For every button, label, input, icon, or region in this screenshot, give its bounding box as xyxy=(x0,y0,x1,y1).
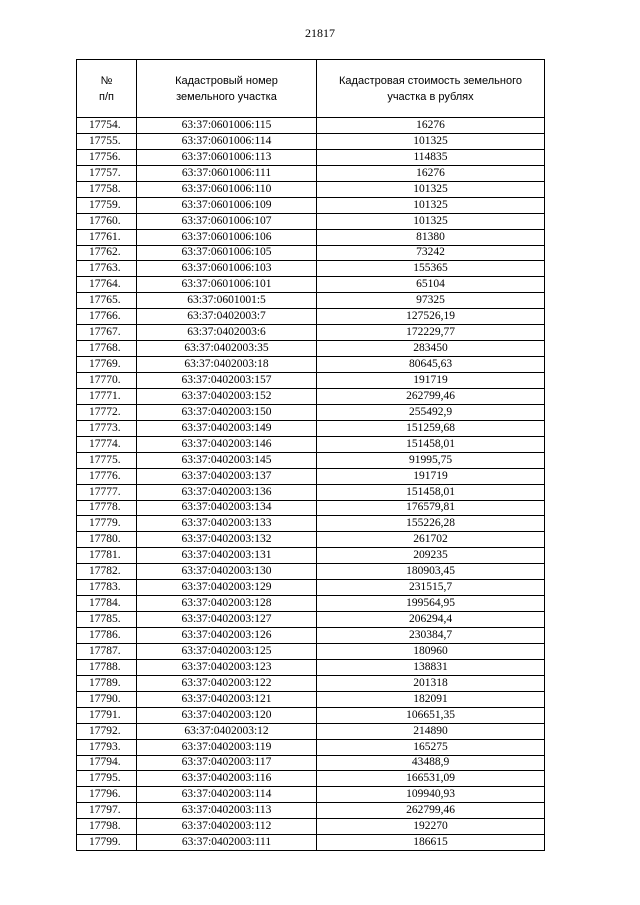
row-number-cell: 17770. xyxy=(77,373,137,389)
cadastral-value-cell: 283450 xyxy=(317,341,545,357)
cadastral-value-cell: 230384,7 xyxy=(317,628,545,644)
cadastral-value-cell: 191719 xyxy=(317,468,545,484)
row-number-cell: 17785. xyxy=(77,612,137,628)
table-row xyxy=(77,420,545,436)
cadastral-value-cell: 192270 xyxy=(317,819,545,835)
cadastral-number-cell: 63:37:0601006:107 xyxy=(137,213,317,229)
table-row xyxy=(77,468,545,484)
cadastral-value-cell: 209235 xyxy=(317,548,545,564)
row-number-cell: 17797. xyxy=(77,803,137,819)
table-row xyxy=(77,771,545,787)
cadastral-value-cell: 138831 xyxy=(317,659,545,675)
cadastral-value-cell: 206294,4 xyxy=(317,612,545,628)
cadastral-number-cell: 63:37:0402003:133 xyxy=(137,516,317,532)
row-number-cell: 17792. xyxy=(77,723,137,739)
table-row xyxy=(77,197,545,213)
cadastral-number-cell: 63:37:0402003:112 xyxy=(137,819,317,835)
cadastral-number-cell: 63:37:0601006:115 xyxy=(137,118,317,134)
header-line: участка в рублях xyxy=(387,90,474,103)
cadastral-number-cell: 63:37:0402003:150 xyxy=(137,404,317,420)
table-row xyxy=(77,293,545,309)
table-row xyxy=(77,245,545,261)
cadastral-number-cell: 63:37:0402003:145 xyxy=(137,452,317,468)
cadastral-number-cell: 63:37:0402003:122 xyxy=(137,675,317,691)
cadastral-value-cell: 199564,95 xyxy=(317,596,545,612)
table-row xyxy=(77,755,545,771)
header-line: земельного участка xyxy=(176,90,277,103)
row-number-cell: 17798. xyxy=(77,819,137,835)
row-number-cell: 17782. xyxy=(77,564,137,580)
table-row xyxy=(77,484,545,500)
cadastral-value-cell: 73242 xyxy=(317,245,545,261)
cadastral-number-cell: 63:37:0402003:130 xyxy=(137,564,317,580)
cadastral-value-cell: 114835 xyxy=(317,149,545,165)
table-row xyxy=(77,133,545,149)
table-row xyxy=(77,835,545,851)
cadastral-value-cell: 101325 xyxy=(317,133,545,149)
cadastral-number-cell: 63:37:0402003:152 xyxy=(137,388,317,404)
cadastral-value-cell: 262799,46 xyxy=(317,388,545,404)
cadastral-number-cell: 63:37:0402003:132 xyxy=(137,532,317,548)
table-row xyxy=(77,596,545,612)
table-row xyxy=(77,341,545,357)
table-row xyxy=(77,452,545,468)
table-row xyxy=(77,436,545,452)
table-row xyxy=(77,149,545,165)
cadastral-number-cell: 63:37:0601006:103 xyxy=(137,261,317,277)
row-number-cell: 17766. xyxy=(77,309,137,325)
table-row xyxy=(77,707,545,723)
row-number-cell: 17784. xyxy=(77,596,137,612)
cadastral-number-cell: 63:37:0402003:127 xyxy=(137,612,317,628)
table-row xyxy=(77,118,545,134)
table-row xyxy=(77,388,545,404)
header-line: № xyxy=(100,74,113,87)
row-number-cell: 17765. xyxy=(77,293,137,309)
cadastral-number-cell: 63:37:0402003:12 xyxy=(137,723,317,739)
cadastral-value-cell: 80645,63 xyxy=(317,357,545,373)
cadastral-value-cell: 106651,35 xyxy=(317,707,545,723)
cadastral-value-cell: 101325 xyxy=(317,197,545,213)
row-number-cell: 17773. xyxy=(77,420,137,436)
cadastral-value-cell: 186615 xyxy=(317,835,545,851)
row-number-cell: 17756. xyxy=(77,149,137,165)
table-row xyxy=(77,165,545,181)
row-number-cell: 17754. xyxy=(77,118,137,134)
cadastral-value-cell: 255492,9 xyxy=(317,404,545,420)
cadastral-value-table xyxy=(76,59,545,851)
cadastral-number-cell: 63:37:0402003:137 xyxy=(137,468,317,484)
cadastral-number-cell: 63:37:0402003:117 xyxy=(137,755,317,771)
cadastral-value-cell: 214890 xyxy=(317,723,545,739)
table-row xyxy=(77,532,545,548)
cadastral-number-cell: 63:37:0601006:101 xyxy=(137,277,317,293)
table-row xyxy=(77,277,545,293)
cadastral-value-cell: 201318 xyxy=(317,675,545,691)
table-body xyxy=(77,118,545,851)
table-row xyxy=(77,643,545,659)
cadastral-value-cell: 262799,46 xyxy=(317,803,545,819)
table-row xyxy=(77,787,545,803)
table-row xyxy=(77,659,545,675)
header-cadastral-number xyxy=(137,60,317,118)
row-number-cell: 17755. xyxy=(77,133,137,149)
cadastral-number-cell: 63:37:0402003:146 xyxy=(137,436,317,452)
cadastral-value-cell: 191719 xyxy=(317,373,545,389)
cadastral-number-cell: 63:37:0402003:116 xyxy=(137,771,317,787)
row-number-cell: 17763. xyxy=(77,261,137,277)
row-number-cell: 17790. xyxy=(77,691,137,707)
cadastral-value-cell: 261702 xyxy=(317,532,545,548)
cadastral-value-cell: 109940,93 xyxy=(317,787,545,803)
cadastral-value-cell: 43488,9 xyxy=(317,755,545,771)
page-number: 21817 xyxy=(305,26,335,40)
cadastral-value-cell: 81380 xyxy=(317,229,545,245)
row-number-cell: 17772. xyxy=(77,404,137,420)
cadastral-value-cell: 176579,81 xyxy=(317,500,545,516)
row-number-cell: 17777. xyxy=(77,484,137,500)
row-number-cell: 17783. xyxy=(77,580,137,596)
cadastral-number-cell: 63:37:0601006:105 xyxy=(137,245,317,261)
row-number-cell: 17788. xyxy=(77,659,137,675)
row-number-cell: 17760. xyxy=(77,213,137,229)
table-header-row xyxy=(77,60,545,118)
cadastral-value-cell: 180903,45 xyxy=(317,564,545,580)
cadastral-number-cell: 63:37:0402003:7 xyxy=(137,309,317,325)
cadastral-number-cell: 63:37:0402003:129 xyxy=(137,580,317,596)
row-number-cell: 17768. xyxy=(77,341,137,357)
cadastral-number-cell: 63:37:0601006:113 xyxy=(137,149,317,165)
table-row xyxy=(77,357,545,373)
row-number-cell: 17786. xyxy=(77,628,137,644)
row-number-cell: 17789. xyxy=(77,675,137,691)
table-row xyxy=(77,819,545,835)
header-line: Кадастровый номер xyxy=(175,74,278,87)
cadastral-number-cell: 63:37:0601006:109 xyxy=(137,197,317,213)
table-row xyxy=(77,739,545,755)
cadastral-number-cell: 63:37:0402003:120 xyxy=(137,707,317,723)
cadastral-number-cell: 63:37:0402003:131 xyxy=(137,548,317,564)
cadastral-number-cell: 63:37:0601006:114 xyxy=(137,133,317,149)
cadastral-number-cell: 63:37:0402003:119 xyxy=(137,739,317,755)
cadastral-value-cell: 101325 xyxy=(317,181,545,197)
cadastral-value-cell: 16276 xyxy=(317,118,545,134)
table-row xyxy=(77,181,545,197)
cadastral-value-cell: 65104 xyxy=(317,277,545,293)
cadastral-number-cell: 63:37:0402003:113 xyxy=(137,803,317,819)
row-number-cell: 17758. xyxy=(77,181,137,197)
table-row xyxy=(77,723,545,739)
row-number-cell: 17781. xyxy=(77,548,137,564)
table-row xyxy=(77,612,545,628)
cadastral-number-cell: 63:37:0402003:136 xyxy=(137,484,317,500)
cadastral-value-cell: 91995,75 xyxy=(317,452,545,468)
row-number-cell: 17791. xyxy=(77,707,137,723)
table-row xyxy=(77,803,545,819)
row-number-cell: 17771. xyxy=(77,388,137,404)
cadastral-value-cell: 151458,01 xyxy=(317,484,545,500)
row-number-cell: 17759. xyxy=(77,197,137,213)
cadastral-number-cell: 63:37:0402003:126 xyxy=(137,628,317,644)
cadastral-number-cell: 63:37:0402003:18 xyxy=(137,357,317,373)
row-number-cell: 17761. xyxy=(77,229,137,245)
row-number-cell: 17774. xyxy=(77,436,137,452)
table-row xyxy=(77,373,545,389)
cadastral-number-cell: 63:37:0601006:106 xyxy=(137,229,317,245)
cadastral-number-cell: 63:37:0601006:111 xyxy=(137,165,317,181)
row-number-cell: 17767. xyxy=(77,325,137,341)
cadastral-value-cell: 155226,28 xyxy=(317,516,545,532)
row-number-cell: 17787. xyxy=(77,643,137,659)
row-number-cell: 17776. xyxy=(77,468,137,484)
cadastral-number-cell: 63:37:0402003:157 xyxy=(137,373,317,389)
cadastral-number-cell: 63:37:0402003:6 xyxy=(137,325,317,341)
header-line: п/п xyxy=(99,90,114,103)
cadastral-number-cell: 63:37:0601001:5 xyxy=(137,293,317,309)
table-row xyxy=(77,309,545,325)
row-number-cell: 17757. xyxy=(77,165,137,181)
row-number-cell: 17780. xyxy=(77,532,137,548)
header-line: Кадастровая стоимость земельного xyxy=(339,74,522,87)
table-row xyxy=(77,404,545,420)
row-number-cell: 17793. xyxy=(77,739,137,755)
header-cadastral-value xyxy=(317,60,545,118)
table-row xyxy=(77,628,545,644)
cadastral-number-cell: 63:37:0402003:128 xyxy=(137,596,317,612)
table-row xyxy=(77,516,545,532)
row-number-cell: 17799. xyxy=(77,835,137,851)
table-row xyxy=(77,564,545,580)
table-row xyxy=(77,325,545,341)
cadastral-value-cell: 151259,68 xyxy=(317,420,545,436)
cadastral-value-cell: 101325 xyxy=(317,213,545,229)
cadastral-number-cell: 63:37:0402003:35 xyxy=(137,341,317,357)
row-number-cell: 17775. xyxy=(77,452,137,468)
cadastral-number-cell: 63:37:0402003:125 xyxy=(137,643,317,659)
table-row xyxy=(77,213,545,229)
table-row xyxy=(77,261,545,277)
cadastral-value-cell: 155365 xyxy=(317,261,545,277)
cadastral-value-cell: 97325 xyxy=(317,293,545,309)
cadastral-number-cell: 63:37:0402003:134 xyxy=(137,500,317,516)
row-number-cell: 17764. xyxy=(77,277,137,293)
cadastral-value-cell: 151458,01 xyxy=(317,436,545,452)
cadastral-number-cell: 63:37:0402003:114 xyxy=(137,787,317,803)
cadastral-value-cell: 166531,09 xyxy=(317,771,545,787)
row-number-cell: 17794. xyxy=(77,755,137,771)
cadastral-number-cell: 63:37:0402003:123 xyxy=(137,659,317,675)
row-number-cell: 17795. xyxy=(77,771,137,787)
row-number-cell: 17778. xyxy=(77,500,137,516)
table-row xyxy=(77,691,545,707)
cadastral-value-cell: 127526,19 xyxy=(317,309,545,325)
cadastral-value-cell: 172229,77 xyxy=(317,325,545,341)
cadastral-number-cell: 63:37:0402003:121 xyxy=(137,691,317,707)
table-row xyxy=(77,229,545,245)
cadastral-value-cell: 231515,7 xyxy=(317,580,545,596)
row-number-cell: 17779. xyxy=(77,516,137,532)
table-row xyxy=(77,675,545,691)
table-row xyxy=(77,580,545,596)
table-row xyxy=(77,500,545,516)
cadastral-value-cell: 16276 xyxy=(317,165,545,181)
row-number-cell: 17769. xyxy=(77,357,137,373)
cadastral-value-cell: 182091 xyxy=(317,691,545,707)
cadastral-value-cell: 165275 xyxy=(317,739,545,755)
header-row-number xyxy=(77,60,137,118)
cadastral-number-cell: 63:37:0601006:110 xyxy=(137,181,317,197)
cadastral-value-cell: 180960 xyxy=(317,643,545,659)
cadastral-number-cell: 63:37:0402003:149 xyxy=(137,420,317,436)
row-number-cell: 17762. xyxy=(77,245,137,261)
row-number-cell: 17796. xyxy=(77,787,137,803)
table-row xyxy=(77,548,545,564)
cadastral-number-cell: 63:37:0402003:111 xyxy=(137,835,317,851)
